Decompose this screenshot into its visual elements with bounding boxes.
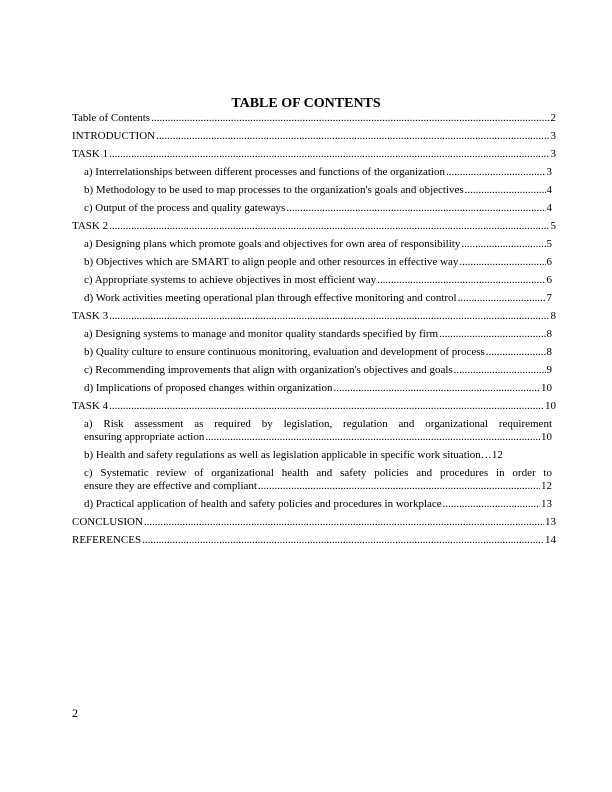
toc-entry-task-1b[interactable] [84, 184, 552, 197]
toc-entry-task-2a[interactable] [84, 238, 552, 251]
toc-entry-task-3a[interactable] [84, 328, 552, 341]
toc-entry-page: 10 [541, 382, 552, 394]
toc-entry-page: 3 [550, 148, 556, 160]
dot-leader [486, 346, 546, 359]
toc-entry-label: Table of Contents [72, 112, 151, 124]
toc-entry-page: 3 [546, 166, 552, 178]
toc-entry-label: REFERENCES [72, 534, 142, 546]
toc-entry-task-1c[interactable] [84, 202, 552, 215]
toc-entry-page: 4 [546, 184, 552, 196]
toc-entry-page: 13 [545, 516, 556, 528]
page-number: 2 [72, 706, 78, 720]
toc-entry-page: 7 [546, 292, 552, 304]
toc-entry-introduction[interactable] [72, 130, 556, 143]
dot-leader [151, 112, 549, 125]
toc-entry-task-1a[interactable] [84, 166, 552, 179]
toc-entry-label: a) Designing systems to manage and monitor quality standards specified by firm [84, 328, 439, 340]
toc-entry-page: 9 [546, 364, 552, 376]
toc-entry-page: 12 [541, 480, 552, 492]
toc-entry-label: b) Health and safety regulations as well as legislation applicable in specific work situation… [84, 449, 492, 461]
toc-entry-page: 2 [550, 112, 556, 124]
toc-entry-task-4a[interactable] [84, 418, 552, 444]
toc-entry-label: c) Output of the process and quality gateways [84, 202, 286, 214]
toc-entry-task-2b[interactable] [84, 256, 552, 269]
toc-entry-label: a) Interrelationships between different processes and functions of the organization [84, 166, 445, 178]
dot-leader [377, 274, 545, 287]
toc-entry-label: c) Appropriate systems to achieve objectives in most efficient way [84, 274, 377, 286]
dot-leader [439, 328, 545, 341]
toc-entry-task-4b[interactable] [84, 449, 552, 462]
toc-entry-page: 6 [546, 274, 552, 286]
toc-entry-task-3d[interactable] [84, 382, 552, 395]
dot-leader [465, 184, 546, 197]
toc-entry-page: 5 [546, 238, 552, 250]
toc-entry-page: 14 [545, 534, 556, 546]
toc-entry-page: 3 [550, 130, 556, 142]
toc-entry-task-2d[interactable] [84, 292, 552, 305]
toc-entry-task-2[interactable] [72, 220, 556, 233]
toc-entry-task-4d[interactable] [84, 498, 552, 511]
table-of-contents [72, 112, 556, 552]
toc-entry-page: 8 [546, 346, 552, 358]
toc-entry-label: b) Quality culture to ensure continuous monitoring, evaluation and development of process [84, 346, 485, 358]
toc-entry-page: 12 [491, 449, 503, 461]
toc-entry-label: d) Implications of proposed changes within organization [84, 382, 333, 394]
toc-entry-page: 5 [550, 220, 556, 232]
dot-leader [458, 292, 546, 305]
toc-entry-label: TASK 4 [72, 400, 109, 412]
dot-leader [109, 148, 549, 161]
dot-leader [109, 220, 549, 233]
dot-leader [144, 516, 544, 529]
toc-entry-label: b) Objectives which are SMART to align people and other resources in effective way [84, 256, 459, 268]
toc-entry-task-2c[interactable] [84, 274, 552, 287]
toc-entry-page: 10 [545, 400, 556, 412]
toc-entry-task-3c[interactable] [84, 364, 552, 377]
toc-entry-task-4[interactable] [72, 400, 556, 413]
dot-leader [156, 130, 549, 143]
toc-entry-page: 13 [541, 498, 552, 510]
dot-leader [446, 166, 546, 179]
dot-leader [142, 534, 544, 547]
dot-leader [109, 400, 544, 413]
toc-entry-label: INTRODUCTION [72, 130, 156, 142]
toc-title: TABLE OF CONTENTS [231, 96, 381, 111]
toc-entry-page: 8 [550, 310, 556, 322]
dot-leader [459, 256, 545, 269]
toc-entry-label: c) Recommending improvements that align with organization's objectives and goals [84, 364, 453, 376]
toc-entry-label: TASK 3 [72, 310, 109, 322]
dot-leader [258, 480, 540, 493]
toc-entry-label-line1: a) Risk assessment as required by legislation, regulation and organizational requirement [84, 418, 552, 430]
dot-leader [205, 431, 540, 444]
toc-entry-page: 6 [546, 256, 552, 268]
toc-entry-references[interactable] [72, 534, 556, 547]
toc-entry-label-line2: ensuring appropriate action [84, 431, 205, 443]
toc-entry-label: TASK 2 [72, 220, 109, 232]
dot-leader [286, 202, 545, 215]
toc-entry-task-4c[interactable] [84, 467, 552, 493]
toc-entry-conclusion[interactable] [72, 516, 556, 529]
toc-entry-page: 4 [546, 202, 552, 214]
toc-entry-task-1[interactable] [72, 148, 556, 161]
dot-leader [443, 498, 540, 511]
dot-leader [461, 238, 545, 251]
toc-entry-label: b) Methodology to be used to map processes to the organization's goals and objectives [84, 184, 464, 196]
toc-entry-label-line2: ensure they are effective and compliant [84, 480, 257, 492]
dot-leader [333, 382, 540, 395]
toc-entry-label: a) Designing plans which promote goals and objectives for own area of responsibility [84, 238, 461, 250]
toc-entry-task-3b[interactable] [84, 346, 552, 359]
toc-entry-label: d) Practical application of health and safety policies and procedures in workplace [84, 498, 442, 510]
dot-leader [454, 364, 546, 377]
toc-entry-task-3[interactable] [72, 310, 556, 323]
dot-leader [109, 310, 549, 323]
toc-entry-label: TASK 1 [72, 148, 109, 160]
toc-entry-page: 10 [541, 431, 552, 443]
toc-entry-label-line1: c) Systematic review of organizational health and safety policies and procedures in order to [84, 467, 552, 479]
toc-entry-table-of-contents[interactable] [72, 112, 556, 125]
toc-entry-page: 8 [546, 328, 552, 340]
toc-entry-label: d) Work activities meeting operational plan through effective monitoring and control [84, 292, 457, 304]
toc-entry-label: CONCLUSION [72, 516, 143, 528]
